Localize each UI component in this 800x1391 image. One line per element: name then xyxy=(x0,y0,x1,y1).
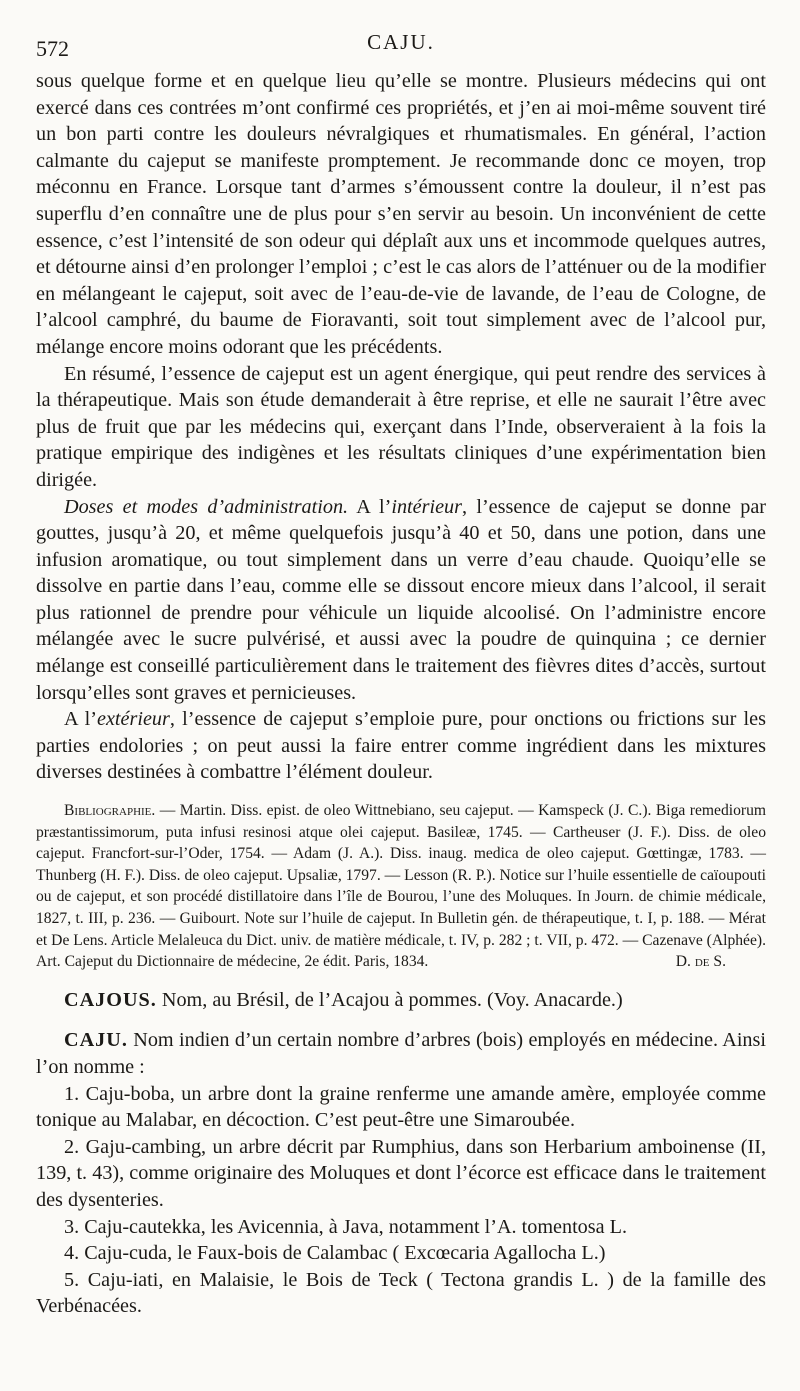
caju-list xyxy=(36,1081,766,1320)
interieur-label: intérieur xyxy=(391,495,463,518)
entry-caju xyxy=(36,1027,766,1080)
exterieur-text: , l’essence de cajeput s’emploie pure, pour onctions ou frictions sur les parties endolories ; on peut aussi la faire entrer comme ingrédient dans les mixtures diverses destinées à combattre l’élément douleur. xyxy=(36,708,766,784)
entry-text-caju: Nom indien d’un certain nombre d’arbres (bois) employés en médecine. Ainsi l’on nomme : xyxy=(36,1029,766,1078)
entry-text-cajous: Nom, au Brésil, de l’Acajou à pommes. (Voy. Anacarde.) xyxy=(156,988,623,1011)
body-paragraph-2: En résumé, l’essence de cajeput est un agent énergique, qui peut rendre des services à la thérapeutique. Mais son étude demanderait à être reprise, et elle ne saurait l’être avec plus de fruit que par les médecins qui, exerçant dans l’Inde, observeraient à la fois la pratique empirique des indigènes et les résultats cliniques d’une expérimentation bien dirigée. xyxy=(36,362,766,491)
bibliography xyxy=(36,800,766,973)
interieur-text: , l’essence de cajeput se donne par gouttes, jusqu’à 20, et même quelquefois jusqu’à 40 et 50, dans une potion, dans une infusion aromatique, ou tout simplement dans un verre d’eau chaude. Quoiqu’elle se dissolve en partie dans l’eau, comme elle se dissout encore mieux dans l’alcool, il serait plus rationnel de prendre pour véhicule un liquide alcoolisé. On l’administre encore mélangée avec le sucre pulvérisé, et aussi avec la poudre de quinquina ; ce dernier mélange est conseillé particulièrement dans le traitement des fièvres dites d’accès, surtout lorsqu’elles sont graves et pernicieuses. xyxy=(36,495,766,704)
list-item: 5. Caju-iati, en Malaisie, le Bois de Teck ( Tectona grandis L. ) de la famille des Verbénacées. xyxy=(36,1268,766,1318)
page-header xyxy=(36,24,766,68)
running-title: CAJU. xyxy=(367,30,435,54)
body-paragraph-1: sous quelque forme et en quelque lieu qu’elle se montre. Plusieurs médecins qui ont exercé dans ces contrées m’ont confirmé ces propriétés, et j’en ai moi-même souvent tiré un bon parti contre les douleurs névralgiques et rhumatismales. En général, l’action calmante du cajeput se manifeste promptement. Je recommande donc ce moyen, trop méconnu en France. Lorsque tant d’armes s’émoussent contre la douleur, il n’est pas superflu d’en connaître une de plus pour s’en servir au besoin. Un inconvénient de cette essence, c’est l’intensité de son odeur qui déplaît aux uns et incommode quelques autres, et détourne ainsi d’en prolonger l’emploi ; c’est le cas alors de l’atténuer ou de la modifier en mélangeant le cajeput, soit avec de l’eau-de-vie de lavande, de l’eau de Cologne, de l’alcool camphré, du baume de Fioravanti, soit tout simplement avec de l’alcool pur, mélange encore moins odorant que les précédents. xyxy=(36,70,766,358)
bibliography-text: — Martin. Diss. epist. de oleo Wittnebiano, seu cajeput. — Kamspeck (J. C.). Biga remediorum præstantissimorum, puta infusi resinosi atque olei cajeput. Basileæ, 1745. — Cartheuser (J. F.). Diss. de oleo cajeput. Francfort-sur-l’Oder, 1754. — Adam (J. A.). Diss. inaug. medica de oleo cajeput. Gœttingæ, 1783. — Thunberg (H. F.). Diss. de oleo cajeput. Upsaliæ, 1797. — Lesson (R. P.). Notice sur l’huile essentielle de caïoupouti ou de cajeput, et son procédé distillatoire dans l’île de Bourou, l’une des Moluques. In Journ. de chimie médicale, 1827, t. III, p. 236. — Guibourt. Note sur l’huile de cajeput. In Bulletin gén. de thérapeutique, t. I, p. 188. — Mérat et De Lens. Article Melaleuca du Dict. univ. de matière médicale, t. IV, p. 282 ; t. VII, p. 472. — Cazenave (Alphée). Art. Cajeput du Dictionnaire de médecine, 2e édit. Paris, 1834. xyxy=(36,802,766,971)
exterieur-label: extérieur xyxy=(97,708,170,731)
page-number: 572 xyxy=(36,36,69,61)
entry-cajous xyxy=(36,987,766,1014)
list-item: 3. Caju-cautekka, les Avicennia, à Java, notamment l’A. tomentosa L. xyxy=(64,1215,628,1238)
doses-paragraph: Doses et modes d’administration. A l’intérieur, l’essence de cajeput se donne par gouttes, jusqu’à 20, et même quelquefois jusqu’à 40 et 50, dans une potion, dans une infusion aromatique, ou tout simplement dans un verre d’eau chaude. Quoiqu’elle se dissolve en partie dans l’eau, comme elle se dissout encore mieux dans l’alcool, il serait plus rationnel de prendre pour véhicule un liquide alcoolisé. On l’administre encore mélangée avec le sucre pulvérisé, et aussi avec la poudre de quinquina ; ce dernier mélange est conseillé particulièrement dans le traitement des fièvres dites d’accès, surtout lorsqu’elles sont graves et pernicieuses. xyxy=(36,495,766,704)
entry-headword-caju: CAJU. xyxy=(64,1029,128,1052)
list-item: 1. Caju-boba, un arbre dont la graine renferme une amande amère, employée comme tonique au Malabar, en décoction. C’est peut-être une Simaroubée. xyxy=(36,1082,766,1132)
exterieur-paragraph: A l’extérieur, l’essence de cajeput s’emploie pure, pour onctions ou frictions sur les parties endolories ; on peut aussi la faire entrer comme ingrédient dans les mixtures diverses destinées à combattre l’élément douleur. xyxy=(36,708,766,784)
entry-headword-cajous: CAJOUS. xyxy=(64,988,157,1011)
bibliography-label: Bibliographie. xyxy=(64,802,156,820)
list-item: 4. Caju-cuda, le Faux-bois de Calambac ( Excœcaria Agallocha L.) xyxy=(64,1242,606,1265)
author-signature: D. de S. xyxy=(675,953,726,971)
doses-heading: Doses et modes d’administration. xyxy=(64,495,349,518)
list-item: 2. Gaju-cambing, un arbre décrit par Rumphius, dans son Herbarium amboinense (II, 139, t. 43), comme originaire des Moluques et dont l’écorce est efficace dans le traitement des dysenteries. xyxy=(36,1135,766,1211)
